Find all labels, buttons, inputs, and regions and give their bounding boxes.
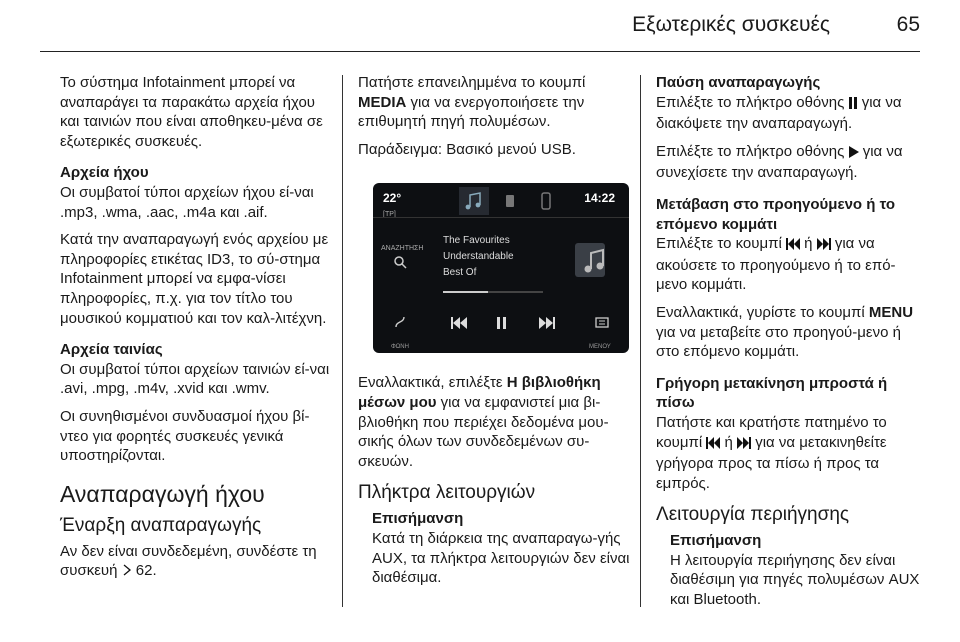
browse-note [656,531,920,609]
tab-usb-icon[interactable] [495,187,525,215]
next-button-icon [817,236,831,256]
skip-text-a: Επιλέξτε το κουμπί [656,235,782,253]
page-ref-icon [122,563,132,583]
skip-text-b: για να ακούσετε το προηγούμενο ή το επό-μενο κομμάτι. [656,235,896,294]
previous-track-icon[interactable] [451,315,467,335]
album-art-icon [573,239,613,289]
search-icon[interactable] [393,255,407,275]
usb-main-menu-screen [373,183,629,353]
note-text: Η λειτουργία περιήγησης δεν είναι διαθέσιμη για πηγές πολυμέσων AUX και Bluetooth. [670,551,920,609]
column-2 [358,73,630,588]
fast-seek-text-b: για να μετακινηθείτε γρήγορα προς τα πίσω ή προς τα εμπρός. [656,433,887,492]
browse-mode-heading: Λειτουργία περιήγησης [656,504,850,526]
sound-icon[interactable] [393,315,407,335]
progress-bar[interactable] [443,291,543,293]
skip-heading: Μετάβαση στο προηγούμενο ή το επόμενο κομμάτι [656,195,896,233]
resume-text-b: για να συνεχίσετε την αναπαραγωγή. [656,142,903,182]
audio-files-heading: Αρχεία ήχου [60,164,149,182]
resume-text-a: Επιλέξτε το πλήκτρο οθόνης [656,142,845,160]
next-track-icon[interactable] [539,315,555,335]
press-media-text-b: για να ενεργοποιήσετε την επιθυμητή πηγή πολυμέσων. [358,93,585,131]
media-button-label: MEDIA [358,93,407,111]
pause-button-icon [849,95,858,115]
tp-indicator: [TP] [383,211,396,219]
tab-phone-icon[interactable] [531,187,561,215]
pause-heading: Παύση αναπαραγωγής [656,74,821,91]
track-artist: Understandable [443,251,514,263]
menu-knob-label: MENU [868,303,914,321]
sound-label: ΦΩΝΗ [391,344,409,351]
header-rule [40,51,920,52]
pause-text-a: Επιλέξτε το πλήκτρο οθόνης [656,93,845,111]
start-playback-heading: Έναρξη αναπαραγωγής [60,514,262,536]
my-media-library-label: Η βιβλιοθήκη μέσων μου [358,374,601,411]
pause-icon[interactable] [497,315,507,335]
page-number: 65 [896,13,920,36]
example-caption: Παράδειγμα: Βασικό μενού USB. [358,140,576,158]
track-album: Best Of [443,267,477,279]
intro-paragraph: Το σύστημα Infotainment μπορεί να αναπαράγει τα παρακάτω αρχεία ήχου και ταινιών που είναι αποθηκευ-μένα σε εξωτερικές συσκευές. [60,74,323,150]
pause-text-b: για να διακόψετε την αναπαραγωγή. [656,93,902,133]
screen-status-separator [373,217,629,218]
menu-icon[interactable] [595,315,609,335]
page-header-title: Εξωτερικές συσκευές [632,13,830,36]
menu-knob-text-a: Εναλλακτικά, γυρίστε το κουμπί [656,303,865,321]
play-button-icon [849,144,859,164]
column-3 [656,73,920,610]
forward-button-icon [737,435,751,455]
search-label: ΑΝΑΖΗΤΗΣΗ [381,245,424,253]
page-ref-link[interactable]: 62. [135,562,157,580]
column-divider-2 [640,75,641,607]
column-1 [60,73,332,591]
press-media-text-a: Πατήστε επανειλημμένα το κουμπί [358,74,586,91]
previous-button-icon [786,236,800,256]
note-heading: Επισήμανση [670,532,762,550]
column-divider-1 [342,75,343,607]
start-playback-text: Αν δεν είναι συνδεδεμένη, συνδέστε τη συσκευή [60,542,317,580]
movie-files-heading: Αρχεία ταινίας [60,341,163,359]
skip-or: ή [804,235,813,253]
note-text: Κατά τη διάρκεια της αναπαραγω-γής AUX, τα πλήκτρα λειτουργιών δεν είναι διαθέσιμα. [372,529,630,587]
note-heading: Επισήμανση [372,510,464,528]
rewind-button-icon [706,435,720,455]
movie-files-text: Οι συμβατοί τύποι αρχείων ταινιών εί-ναι .avi, .mpg, .m4v, .xvid και .wmv. [60,360,330,398]
section-heading: Αναπαραγωγή ήχου [60,480,265,507]
function-buttons-heading: Πλήκτρα λειτουργιών [358,482,536,504]
tab-music-icon[interactable] [459,187,489,215]
movie-codecs-paragraph: Οι συνηθισμένοι συνδυασμοί ήχου βί-ντεο για φορητές συσκευές γενικά υποστηρίζονται. [60,407,310,465]
temperature-readout: 22° [383,191,402,206]
alternative-text-b: για να εμφανιστεί μια βι-βλιοθήκη που περιέχει δεδομένα μου-σικής όλων των συνδεδεμένων συ-σκευών. [358,393,609,470]
fast-seek-heading: Γρήγορη μετακίνηση μπροστά ή πίσω [656,374,888,412]
menu-knob-text-b: για να μεταβείτε στο προηγού-μενο ή στο επόμενο κομμάτι. [656,323,901,361]
menu-label: ΜΕΝΟΥ [589,344,611,351]
clock-readout: 14:22 [584,191,615,206]
aux-note [358,509,630,587]
id3-paragraph: Κατά την αναπαραγωγή ενός αρχείου με πληροφορίες ετικέτας ID3, το σύ-στημα Infotainment μπορεί να εμφα-νίσει πληροφορίες, π.χ. για τον τίτλο του μουσικού κομματιού και τον καλ-λιτέχνη. [60,231,329,327]
fast-seek-text-a: Πατήστε και κρατήστε πατημένο το κουμπί [656,413,887,451]
alternative-text-a: Εναλλακτικά, επιλέξτε [358,374,503,392]
audio-files-text: Οι συμβατοί τύποι αρχείων ήχου εί-ναι .mp3, .wma, .aac, .m4a και .aif. [60,183,314,221]
track-title: The Favourites [443,235,510,247]
fast-seek-or: ή [724,433,733,451]
